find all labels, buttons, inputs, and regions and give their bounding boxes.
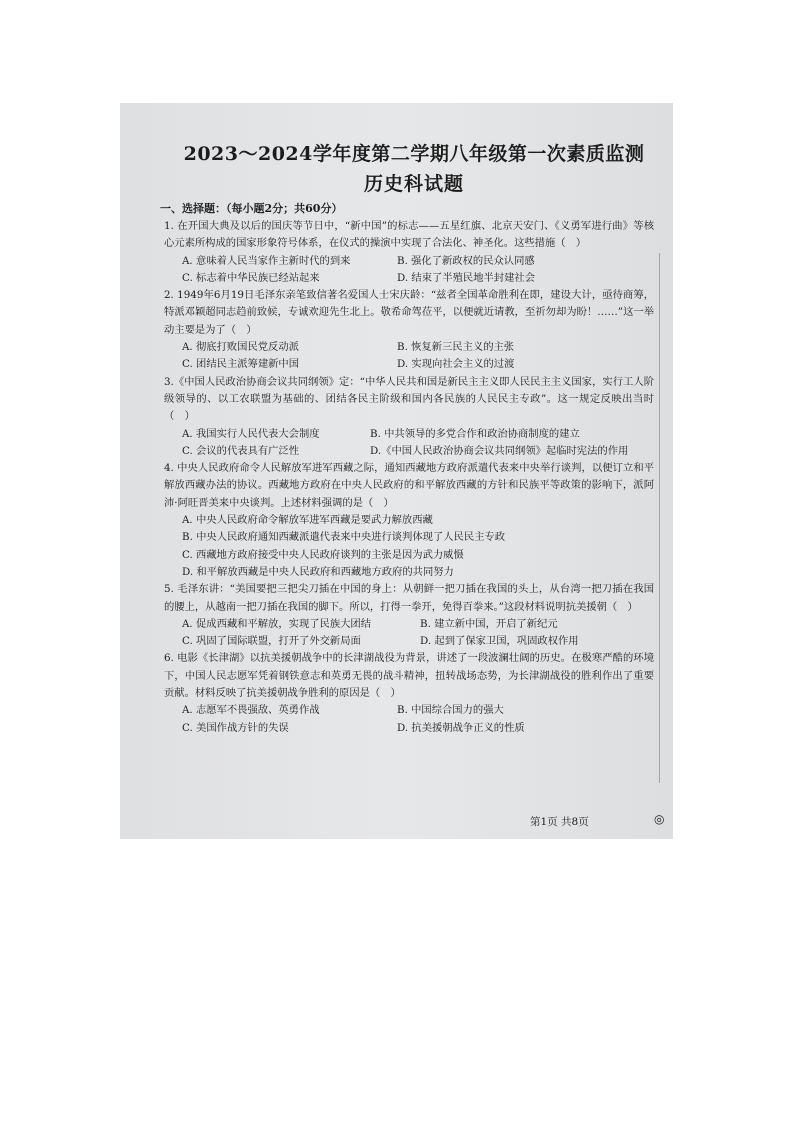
option-b: B. 中国综合国力的强大 [397, 704, 504, 717]
option-a: A. 彻底打败国民党反动派 [182, 341, 299, 354]
circle-mark-icon: ◎ [654, 812, 665, 826]
question-text: 5. 毛泽东讲：“美国要把三把尖刀插在中国的身上：从朝鲜一把刀插在我国的头上，从台湾一把刀插在我国的腰上，从越南一把刀插在我国的脚下。所以，打得一拳开，免得百拳来。”这段材料说明抗美援朝（ ） [164, 583, 654, 613]
options [164, 512, 654, 581]
options [164, 702, 654, 737]
exam-content [160, 143, 654, 737]
option-b: B. 强化了新政权的民众认同感 [397, 254, 535, 267]
options [164, 253, 654, 288]
question-text: 1. 在开国大典及以后的国庆等节日中，“新中国”的标志——五星红旗、北京天安门、《义勇军进行曲》等核心元素所构成的国家形象符号体系，在仪式的操演中实现了合法化、神圣化。这些措施（ ） [164, 220, 654, 250]
scanned-exam-page [120, 103, 673, 839]
question-6 [164, 650, 654, 736]
option-c: C. 巩固了国际联盟，打开了外交新局面 [182, 635, 361, 648]
option-a: A. 我国实行人民代表大会制度 [182, 427, 320, 440]
option-b: B. 建立新中国，开启了新纪元 [420, 617, 558, 630]
question-3 [164, 374, 654, 460]
question-4 [164, 460, 654, 581]
options [164, 616, 654, 651]
option-c: C. 美国作战方针的失误 [182, 721, 289, 734]
question-text: 3.《中国人民政治协商会议共同纲领》定：“中华人民共和国是新民主主义即人民民主主义国家，实行工人阶级领导的、以工农联盟为基础的、团结各民主阶级和国内各民族的人民民主专政”。这一规定反映出当时（ ） [164, 375, 654, 423]
option-d: D. 起到了保家卫国，巩固政权作用 [420, 635, 579, 648]
question-text: 6. 电影《长津湖》以抗美援朝战争中的长津湖战役为背景，讲述了一段波澜壮阔的历史。在极寒严酷的环境下，中国人民志愿军凭着钢铁意志和英勇无畏的战斗精神，扭转战场态势，为长津湖战役的胜利作出了重要贡献。材料反映了抗美援朝战争胜利的原因是（ ） [164, 652, 654, 700]
question-5 [164, 581, 654, 650]
option-b: B. 恢复新三民主义的主张 [397, 341, 515, 354]
page-number: 第1页 共8页 [530, 816, 589, 828]
option-d: D. 和平解放西藏是中央人民政府和西藏地方政府的共同努力 [182, 565, 454, 578]
exam-subtitle: 历史科试题 [363, 173, 464, 195]
question-text: 2. 1949年6月19日毛泽东亲笔致信著名爱国人士宋庆龄：“兹者全国革命胜利在即，建设大计，亟待商筹，特派邓颖超同志趋前致候，专诚欢迎先生北上。敬希命驾莅平，以便就近请教，至祈勿却为盼！……”这一举动主要是为了（ ） [164, 289, 654, 336]
section-heading: 一、选择题：（每小题2分；共60分） [160, 202, 343, 215]
exam-title: 2023～2024学年度第二学期八年级第一次素质监测 [183, 143, 645, 165]
question-text: 4. 中央人民政府命令人民解放军进军西藏之际，通知西藏地方政府派遣代表来中央举行谈判，以便订立和平解放西藏办法的协议。西藏地方政府在中央人民政府的和平解放西藏的方针和民族平等政策的影响下，派阿沛·阿旺晋美来中央谈判。上述材料强调的是（ ） [164, 462, 654, 509]
option-a: A. 中央人民政府命令解放军进军西藏是要武力解放西藏 [182, 514, 433, 527]
options [164, 426, 654, 461]
option-b: B. 中央人民政府通知西藏派遣代表来中央进行谈判体现了人民民主专政 [182, 531, 506, 544]
option-c: C. 会议的代表具有广泛性 [182, 444, 300, 457]
option-c: C. 团结民主派筹建新中国 [182, 358, 300, 371]
option-b: B. 中共领导的多党合作和政治协商制度的建立 [370, 427, 580, 440]
option-c: C. 标志着中华民族已经站起来 [182, 271, 320, 284]
options [164, 339, 654, 374]
question-2 [164, 287, 654, 373]
option-d: D. 实现向社会主义的过渡 [397, 358, 515, 371]
option-d: D. 结束了半殖民地半封建社会 [397, 271, 535, 284]
question-1 [164, 218, 654, 287]
option-a: A. 促成西藏和平解放，实现了民族大团结 [182, 617, 372, 630]
option-c: C. 西藏地方政府接受中央人民政府谈判的主张是因为武力威慑 [182, 548, 464, 561]
option-a: A. 意味着人民当家作主新时代的到来 [182, 254, 351, 267]
option-d: D. 抗美援朝战争正义的性质 [397, 721, 525, 734]
option-a: A. 志愿军不畏强敌、英勇作战 [182, 704, 320, 717]
option-d: D.《中国人民政治协商会议共同纲领》起临时宪法的作用 [370, 444, 629, 457]
